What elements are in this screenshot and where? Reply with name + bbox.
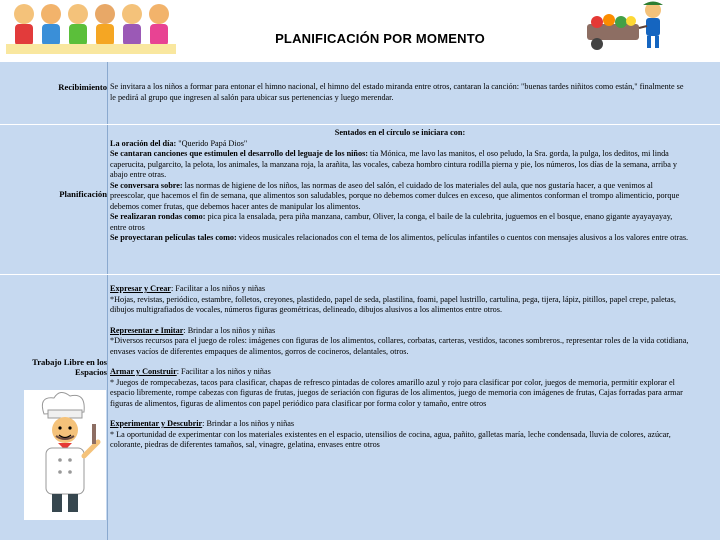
trabajo-block-experimentar bbox=[110, 419, 690, 451]
block-subtitle: : Brindar a los niños y niñas bbox=[183, 325, 276, 335]
block-text: *Hojas, revistas, periódico, estambre, folletos, creyones, plastidedo, papel de seda, plastilina, foami, papel lustrillo, cartulina, pega, tijera, lápiz, pitillos, papel crepe, paletas, dibujos multigrafiados de vocales, números figuras geométricas, delineado, dibujos alusivos a los alimentos entre otros. bbox=[110, 294, 676, 314]
cell-planificacion bbox=[110, 128, 690, 244]
block-text: * La oportunidad de experimentar con los materiales existentes en el espacio, utensilios de cocina, agua, pañito, galletas maría, leche condensada, lluvia de colores, azúcar, colorante, piedras de diferentes tamaños, sal, vinagre, gelatina, envases entre otros bbox=[110, 429, 671, 449]
row-divider bbox=[0, 274, 720, 275]
planificacion-item: Se proyectaran películas tales como: videos musicales relacionados con el tema de los alimentos, películas infantiles o cuentos con mensajes alusivos a los valores entre otras. bbox=[110, 233, 689, 242]
recibimiento-text: Se invitara a los niños a formar para entonar el himno nacional, el himno del estado miranda entre otros, cantaran la canción: "buenas tardes niñitos como están," finalmente se le pedirá al grupo que ingresen al salón para ubicar sus pertenencias y luego merendar. bbox=[110, 82, 684, 102]
row-divider bbox=[0, 124, 720, 125]
block-subtitle: : Brindar a los niños y niñas bbox=[202, 419, 295, 428]
header bbox=[0, 0, 720, 62]
planificacion-item: La oración del día: "Querido Papá Dios" bbox=[110, 138, 248, 148]
block-text: * Juegos de rompecabezas, tacos para clasificar, chapas de refresco pintadas de colores amarillo azul y rojo para clasificar por color, juegos de memoria, permitir explorar el espacio libremente, rompe cabezas con figuras de frutas, juegos de seriación con figuras de los alimentos, juego de memoria con imágenes de frutas, Cajas forradas para armar figuras de alimentos, figuras de alimentos con papel periódico para clasificar por forma color y tamaño, entre otros bbox=[110, 377, 683, 408]
page-title: PLANIFICACIÓN POR MOMENTO bbox=[275, 31, 485, 46]
trabajo-block-expresar bbox=[110, 284, 690, 316]
planificacion-heading: Sentados en el círculo se iniciara con: bbox=[334, 128, 466, 137]
row-label-recibimiento: Recibimiento bbox=[58, 82, 107, 92]
block-subtitle: : Facilitar a los niños y niñas bbox=[176, 367, 271, 376]
block-heading: Representar e Imitar bbox=[110, 325, 184, 335]
block-heading: Expresar y Crear bbox=[110, 284, 171, 293]
block-heading: Armar y Construir bbox=[110, 367, 177, 376]
chef-illustration bbox=[24, 390, 106, 520]
cell-trabajo-libre bbox=[110, 284, 690, 461]
trabajo-block-representar bbox=[110, 326, 690, 358]
block-subtitle: : Facilitar a los niños y niñas bbox=[170, 284, 266, 293]
planning-table bbox=[0, 62, 720, 540]
column-divider bbox=[107, 62, 108, 540]
kids-letters-illustration bbox=[6, 0, 176, 55]
row-label-planificacion: Planificación bbox=[59, 189, 107, 199]
cell-recibimiento bbox=[110, 82, 690, 103]
trabajo-block-armar bbox=[110, 367, 690, 409]
planificacion-item: Se conversara sobre: las normas de higiene de los niños, las normas de aseo del salón, el cuidado de los materiales del aula, que nos gustaría hacer, a que venimos al preescolar, que hacemos el fin de semana, que alimentos son saludables, porque no debemos comer dulces en exceso, que alimentos conforman el trompo alimenticio, porque debemos comer frutas, que debemos hacer antes de manipular los alimentos. bbox=[110, 180, 680, 211]
row-label-trabajo-libre: Trabajo Libre en los Espacios bbox=[32, 357, 107, 377]
planificacion-item: Se cantaran canciones que estimulen el desarrollo del leguaje de los niños: tía Mónica, me lavo las manitos, el oso peludo, la Sra. gorda, la pulga, los deditos, mi linda caperucita, pulgarcito, la pelota, los animales, la manzana roja, la arañita, las vocales, cabeza hombro cintura rodilla pierna y pie, los números, los días de la semana, arriba y abajo entre otras. bbox=[110, 149, 677, 179]
block-heading: Experimentar y Descubrir bbox=[110, 419, 203, 428]
planificacion-item: Se realizaran rondas como: pica pica la ensalada, pera piña manzana, cambur, Oliver, la conga, el baile de la culebrita, juguemos en el bosque, enano gigante ayayayayay, entre otros bbox=[110, 212, 673, 232]
block-text: *Diversos recursos para el juego de roles: imágenes con figuras de los alimentos, collares, corbatas, carteras, vestidos, tacones sombreros., representar roles de la vida cotidiana, envases vacíos de diferentes empaques de alimentos, gorros de cocineros, delantales, otros. bbox=[110, 336, 689, 356]
